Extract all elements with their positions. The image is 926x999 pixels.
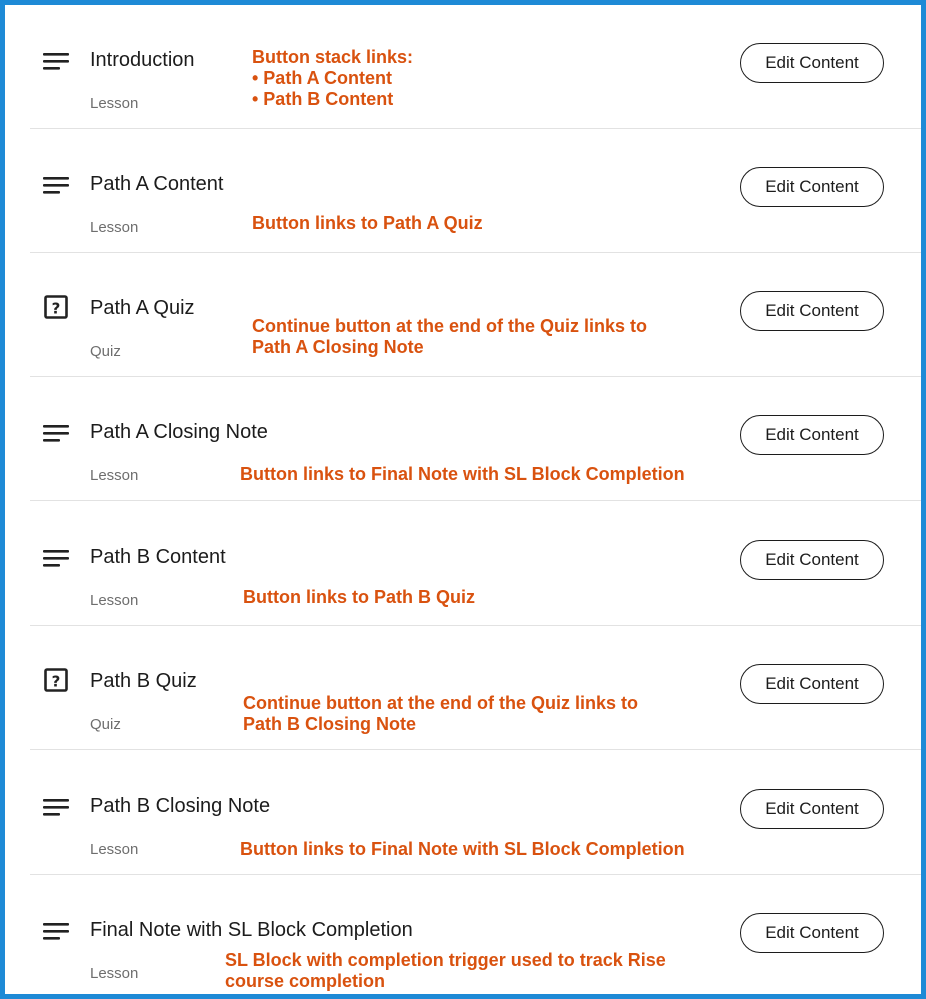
lesson-type: Lesson: [90, 95, 139, 112]
lesson-type: Quiz: [90, 716, 121, 733]
quiz-question-icon[interactable]: [44, 668, 68, 694]
svg-text:?: ?: [51, 672, 61, 691]
text-lines-icon[interactable]: [43, 173, 71, 197]
lesson-type: Lesson: [90, 965, 139, 982]
lesson-row: [30, 502, 926, 626]
text-lines-icon[interactable]: [43, 919, 71, 943]
annotation-note: Continue button at the end of the Quiz links to Path A Closing Note: [252, 316, 647, 357]
annotation-note: Button links to Path B Quiz: [243, 587, 475, 607]
svg-text:?: ?: [51, 299, 61, 318]
edit-content-button[interactable]: Edit Content: [740, 167, 884, 207]
lesson-title[interactable]: Introduction: [90, 49, 195, 71]
lesson-row: [30, 5, 926, 129]
edit-content-button[interactable]: Edit Content: [740, 291, 884, 331]
annotation-note: Button links to Final Note with SL Block Completion: [240, 464, 685, 484]
lesson-row: [30, 626, 926, 750]
edit-content-button[interactable]: Edit Content: [740, 540, 884, 580]
annotation-note: Button stack links: • Path A Content • Path B Content: [252, 47, 414, 109]
annotation-note: Button links to Path A Quiz: [252, 213, 483, 233]
annotation-note: SL Block with completion trigger used to track Rise course completion: [225, 950, 666, 991]
lesson-row: [30, 377, 926, 501]
lesson-type: Lesson: [90, 841, 139, 858]
lesson-title[interactable]: Path B Content: [90, 546, 226, 568]
lesson-row: [30, 129, 926, 253]
edit-content-button[interactable]: Edit Content: [740, 913, 884, 953]
edit-content-button[interactable]: Edit Content: [740, 664, 884, 704]
edit-content-button[interactable]: Edit Content: [740, 789, 884, 829]
lesson-title[interactable]: Path A Quiz: [90, 297, 195, 319]
edit-content-button[interactable]: Edit Content: [740, 43, 884, 83]
lesson-title[interactable]: Final Note with SL Block Completion: [90, 919, 413, 941]
lesson-type: Quiz: [90, 343, 121, 360]
quiz-question-icon[interactable]: [44, 295, 68, 321]
text-lines-icon[interactable]: [43, 421, 71, 445]
lesson-row: [30, 253, 926, 377]
annotation-note: Button links to Final Note with SL Block Completion: [240, 839, 685, 859]
lesson-row: [30, 875, 926, 999]
text-lines-icon[interactable]: [43, 795, 71, 819]
lesson-type: Lesson: [90, 592, 139, 609]
text-lines-icon[interactable]: [43, 546, 71, 570]
annotation-note: Continue button at the end of the Quiz links to Path B Closing Note: [243, 693, 638, 734]
edit-content-button[interactable]: Edit Content: [740, 415, 884, 455]
lesson-type: Lesson: [90, 219, 139, 236]
lesson-row: [30, 751, 926, 875]
text-lines-icon[interactable]: [43, 49, 71, 73]
lesson-title[interactable]: Path B Quiz: [90, 670, 197, 692]
lesson-title[interactable]: Path A Content: [90, 173, 224, 195]
lesson-title[interactable]: Path A Closing Note: [90, 421, 268, 443]
lesson-title[interactable]: Path B Closing Note: [90, 795, 271, 817]
lesson-type: Lesson: [90, 467, 139, 484]
